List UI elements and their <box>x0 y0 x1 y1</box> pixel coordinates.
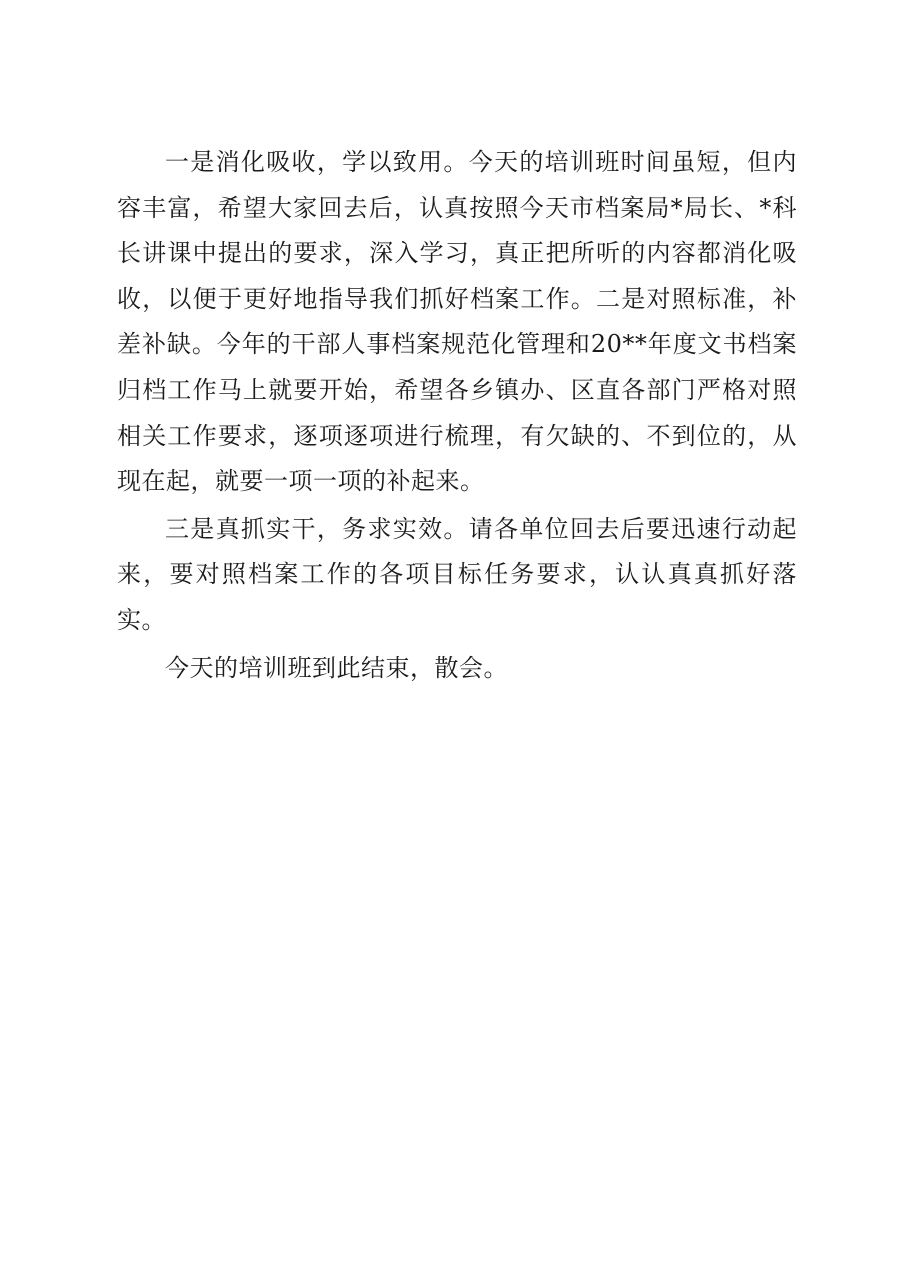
paragraph-implementation: 三是真抓实干，务求实效。请各单位回去后要迅速行动起来，要对照档案工作的各项目标任务要求，认认真真抓好落实。 <box>117 514 797 634</box>
paragraph-study-and-standards: 一是消化吸收，学以致用。今天的培训班时间虽短，但内容丰富，希望大家回去后，认真按照今天市档案局*局长、*科长讲课中提出的要求，深入学习，真正把所听的内容都消化吸收，以便于更好地指导我们抓好档案工作。二是对照标准，补差补缺。今年的干部人事档案规范化管理和20**年度文书档案归档工作马上就要开始，希望各乡镇办、区直各部门严格对照相关工作要求，逐项逐项进行梳理，有欠缺的、不到位的，从现在起，就要一项一项的补起来。 <box>117 148 797 496</box>
paragraph-closing: 今天的培训班到此结束，散会。 <box>165 653 508 682</box>
document-body <box>117 140 797 691</box>
